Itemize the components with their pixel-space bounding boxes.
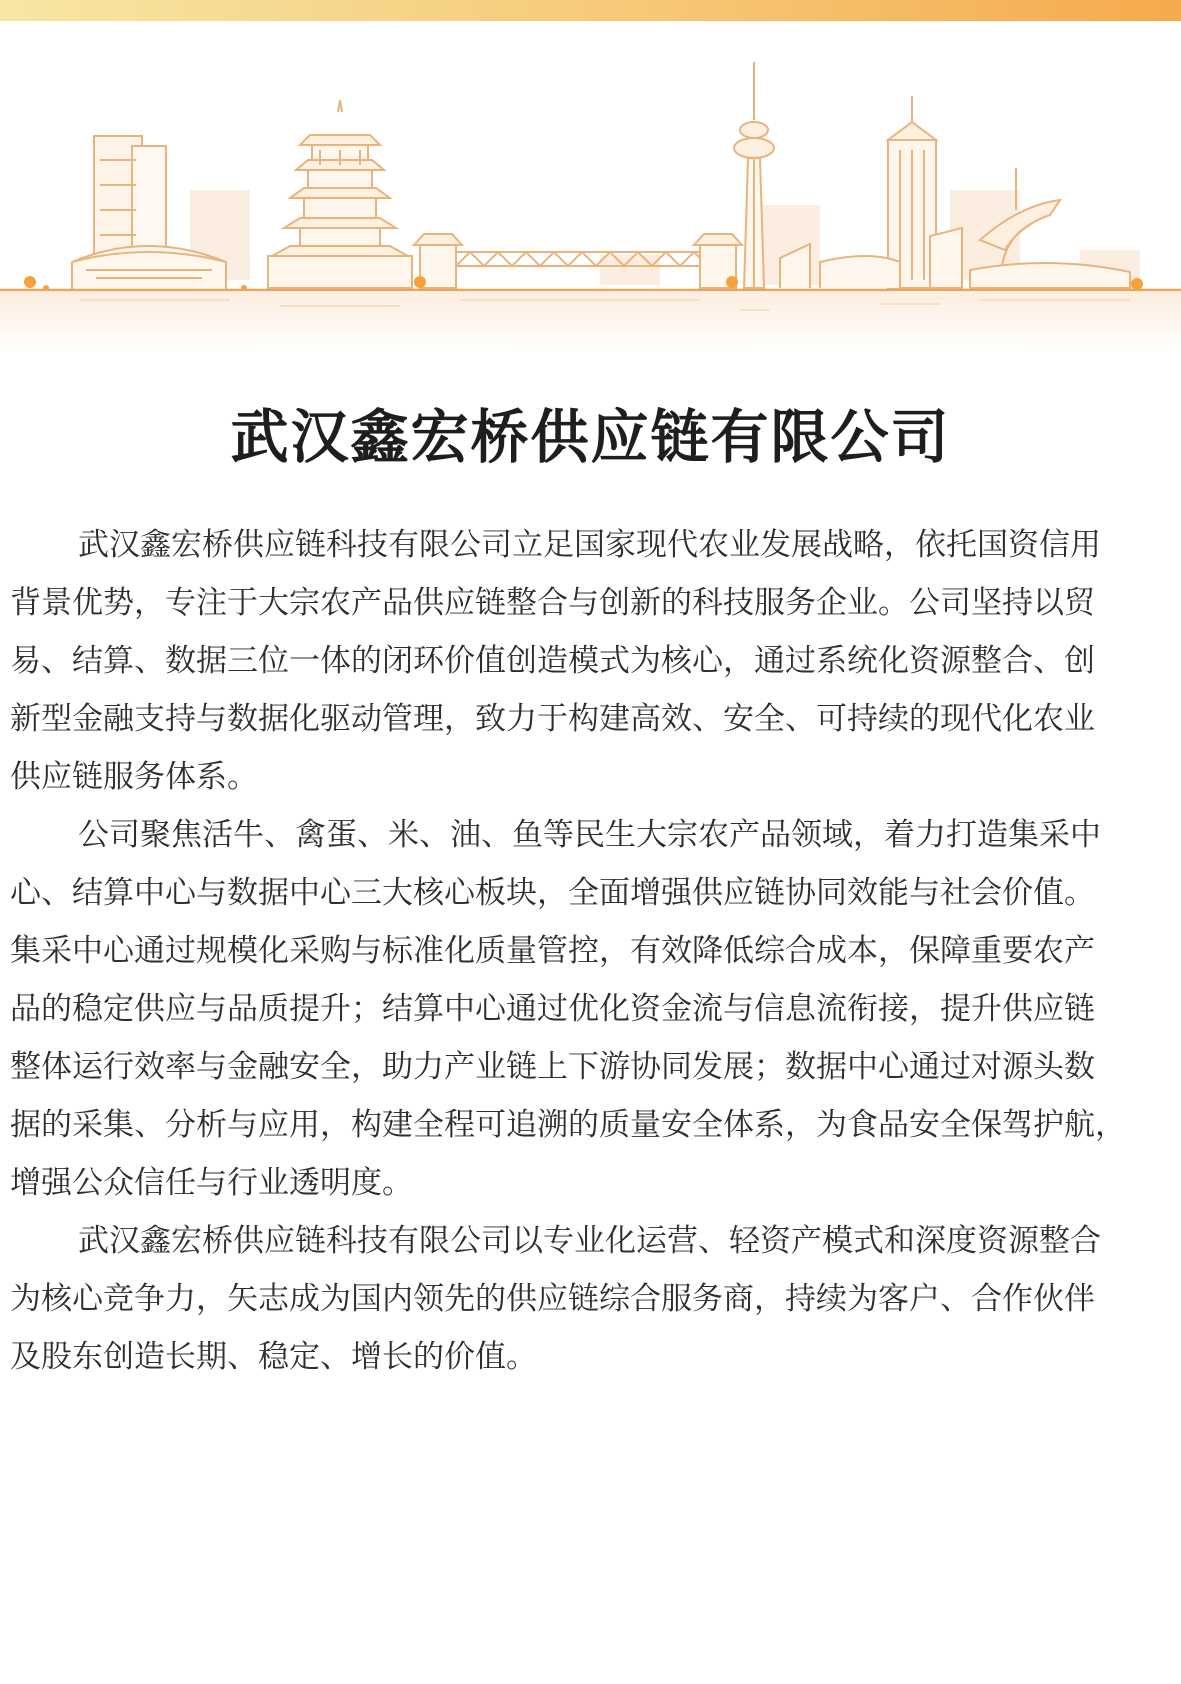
- text-line: 整体运行效率与金融安全，助力产业链上下游协同发展；数据中心通过对源头数: [10, 1049, 1095, 1085]
- text-line: 易、结算、数据三位一体的闭环价值创造模式为核心，通过系统化资源整合、创: [10, 643, 1095, 679]
- company-title: 武汉鑫宏桥供应链有限公司: [230, 403, 951, 471]
- top-gradient-bar: [0, 0, 1181, 21]
- text-line: 为核心竞争力，矢志成为国内领先的供应链综合服务商，持续为客户、合作伙伴: [10, 1281, 1095, 1317]
- wuhan-skyline-illustration: [0, 21, 1181, 361]
- text-line: 据的采集、分析与应用，构建全程可追溯的质量安全体系，为食品安全保驾护航，: [10, 1107, 1126, 1143]
- text-line: 新型金融支持与数据化驱动管理，致力于构建高效、安全、可持续的现代化农业: [10, 701, 1095, 737]
- text-line: 武汉鑫宏桥供应链科技有限公司以专业化运营、轻资产模式和深度资源整合: [78, 1223, 1101, 1259]
- text-line: 增强公众信任与行业透明度。: [10, 1165, 413, 1201]
- text-line: 及股东创造长期、稳定、增长的价值。: [10, 1339, 537, 1375]
- company-introduction: [10, 516, 1181, 1386]
- text-line: 供应链服务体系。: [10, 759, 258, 795]
- text-line: 背景优势，专注于大宗农产品供应链整合与创新的科技服务企业。公司坚持以贸: [10, 585, 1095, 621]
- text-line: 集采中心通过规模化采购与标准化质量管控，有效降低综合成本，保障重要农产: [10, 933, 1095, 969]
- text-line: 心、结算中心与数据中心三大核心板块，全面增强供应链协同效能与社会价值。: [10, 875, 1095, 911]
- text-line: 武汉鑫宏桥供应链科技有限公司立足国家现代农业发展战略，依托国资信用: [78, 527, 1101, 563]
- text-line: 公司聚焦活牛、禽蛋、米、油、鱼等民生大宗农产品领域，着力打造集采中: [78, 817, 1101, 853]
- text-line: 品的稳定供应与品质提升；结算中心通过优化资金流与信息流衔接，提升供应链: [10, 991, 1095, 1027]
